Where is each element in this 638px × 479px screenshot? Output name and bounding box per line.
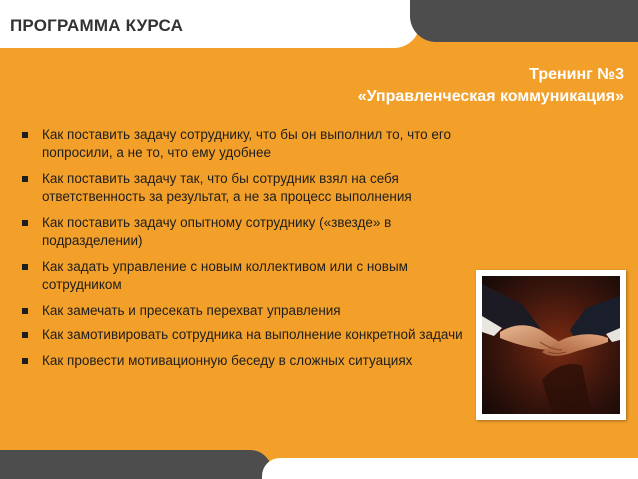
- list-item: [22, 302, 470, 320]
- list-item: [22, 126, 470, 162]
- bullet-marker: [22, 308, 28, 314]
- bullet-marker: [22, 132, 28, 138]
- bullet-marker: [22, 332, 28, 338]
- training-heading: [358, 64, 624, 108]
- list-item-text: Как замотивировать сотрудника на выполнение конкретной задачи: [42, 327, 463, 342]
- bullet-marker: [22, 264, 28, 270]
- list-item: [22, 326, 470, 344]
- list-item-text: Как поставить задачу опытному сотруднику («звезде» в подразделении): [42, 215, 392, 248]
- page-title: ПРОГРАММА КУРСА: [10, 16, 184, 35]
- list-item: [22, 352, 470, 370]
- footer-band: [262, 458, 638, 479]
- training-name: «Управленческая коммуникация»: [357, 88, 624, 105]
- handshake-photo: [482, 276, 620, 414]
- list-item-text: Как поставить задачу сотруднику, что бы он выполнил то, что его попросили, а не то, что ему удобнее: [42, 127, 452, 160]
- list-item-text: Как замечать и пресекать перехват управления: [42, 303, 341, 318]
- training-number: Тренинг №3: [529, 66, 624, 83]
- topic-list: [22, 126, 470, 370]
- list-item: [22, 214, 470, 250]
- list-item-text: Как провести мотивационную беседу в сложных ситуациях: [42, 353, 413, 368]
- list-item: [22, 170, 470, 206]
- list-item-text: Как задать управление с новым коллективом или с новым сотрудником: [42, 259, 408, 292]
- list-item-text: Как поставить задачу так, что бы сотрудник взял на себя ответственность за результат, а не за процесс выполнения: [42, 171, 412, 204]
- bullet-marker: [22, 358, 28, 364]
- footer-accent: [0, 450, 272, 479]
- list-item: [22, 258, 470, 294]
- bullet-marker: [22, 220, 28, 226]
- photo-frame: [476, 270, 626, 420]
- bullet-marker: [22, 176, 28, 182]
- header-accent: [410, 0, 638, 42]
